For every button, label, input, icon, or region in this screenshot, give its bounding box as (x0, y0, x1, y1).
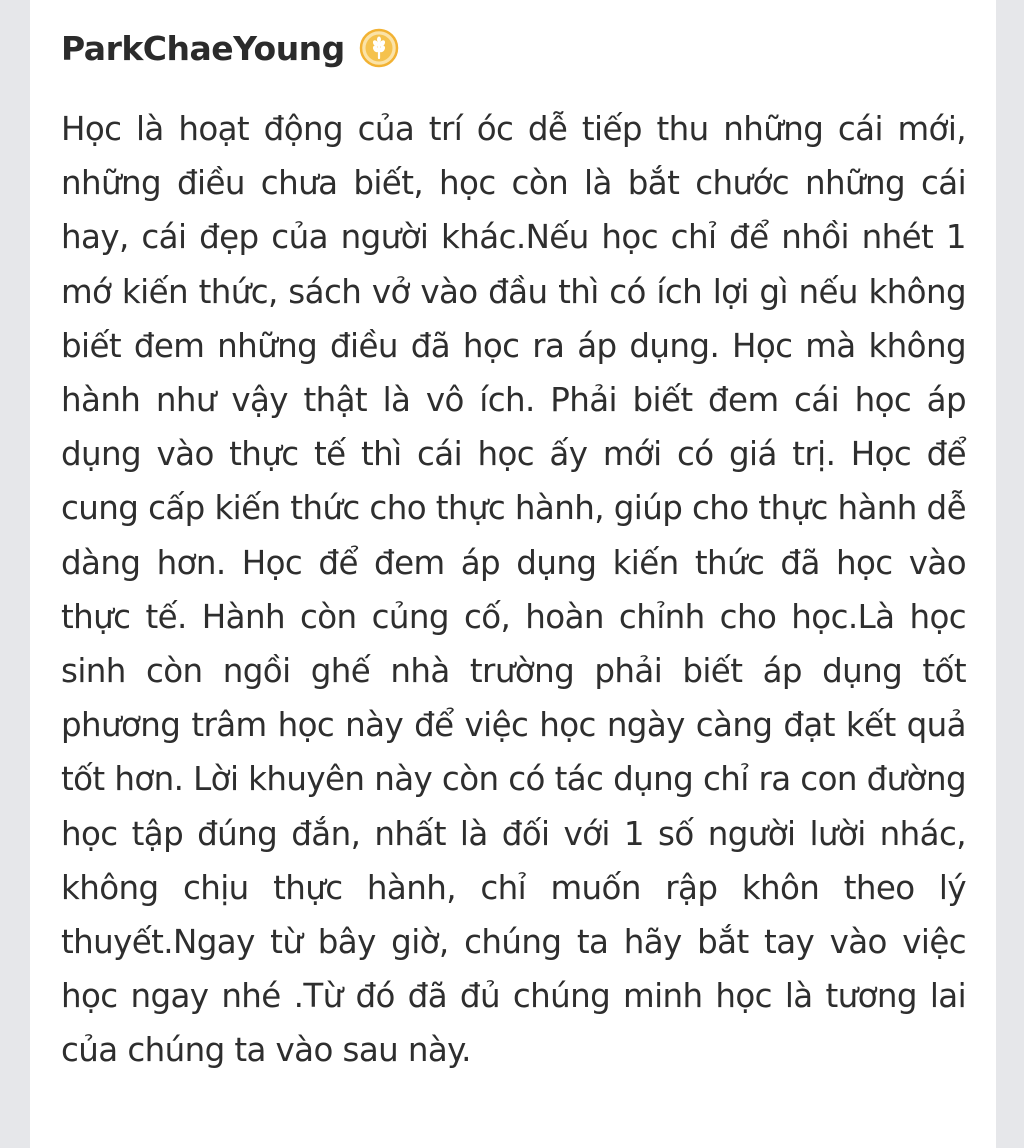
author-name[interactable]: ParkChaeYoung (61, 28, 345, 68)
wheat-badge-icon (359, 28, 399, 68)
answer-header (61, 0, 966, 96)
answer-card (30, 0, 996, 1148)
answer-text: Học là hoạt động của trí óc dễ tiếp thu những cái mới, những điều chưa biết, học còn là bắt chước những cái hay, cái đẹp của người khác.Nếu học chỉ để nhồi nhét 1 mớ kiến thức, sách vở vào đầu thì có ích lợi gì nếu không biết đem những điều đã học ra áp dụng. Học mà không hành như vậy thật là vô ích. Phải biết đem cái học áp dụng vào thực tế thì cái học ấy mới có giá trị. Học để cung cấp kiến thức cho thực hành, giúp cho thực hành dễ dàng hơn. Học để đem áp dụng kiến thức đã học vào thực tế. Hành còn củng cố, hoàn chỉnh cho học.Là học sinh còn ngồi ghế nhà trường phải biết áp dụng tốt phương trâm học này để việc học ngày càng đạt kết quả tốt hơn. Lời khuyên này còn có tác dụng chỉ ra con đường học tập đúng đắn, nhất là đối với 1 số người lười nhác, không chịu thực hành, chỉ muốn rập khôn theo lý thuyết.Ngay từ bây giờ, chúng ta hãy bắt tay vào việc học ngay nhé .Từ đó đã đủ chúng minh học là tương lai của chúng ta vào sau này. (61, 110, 966, 1070)
